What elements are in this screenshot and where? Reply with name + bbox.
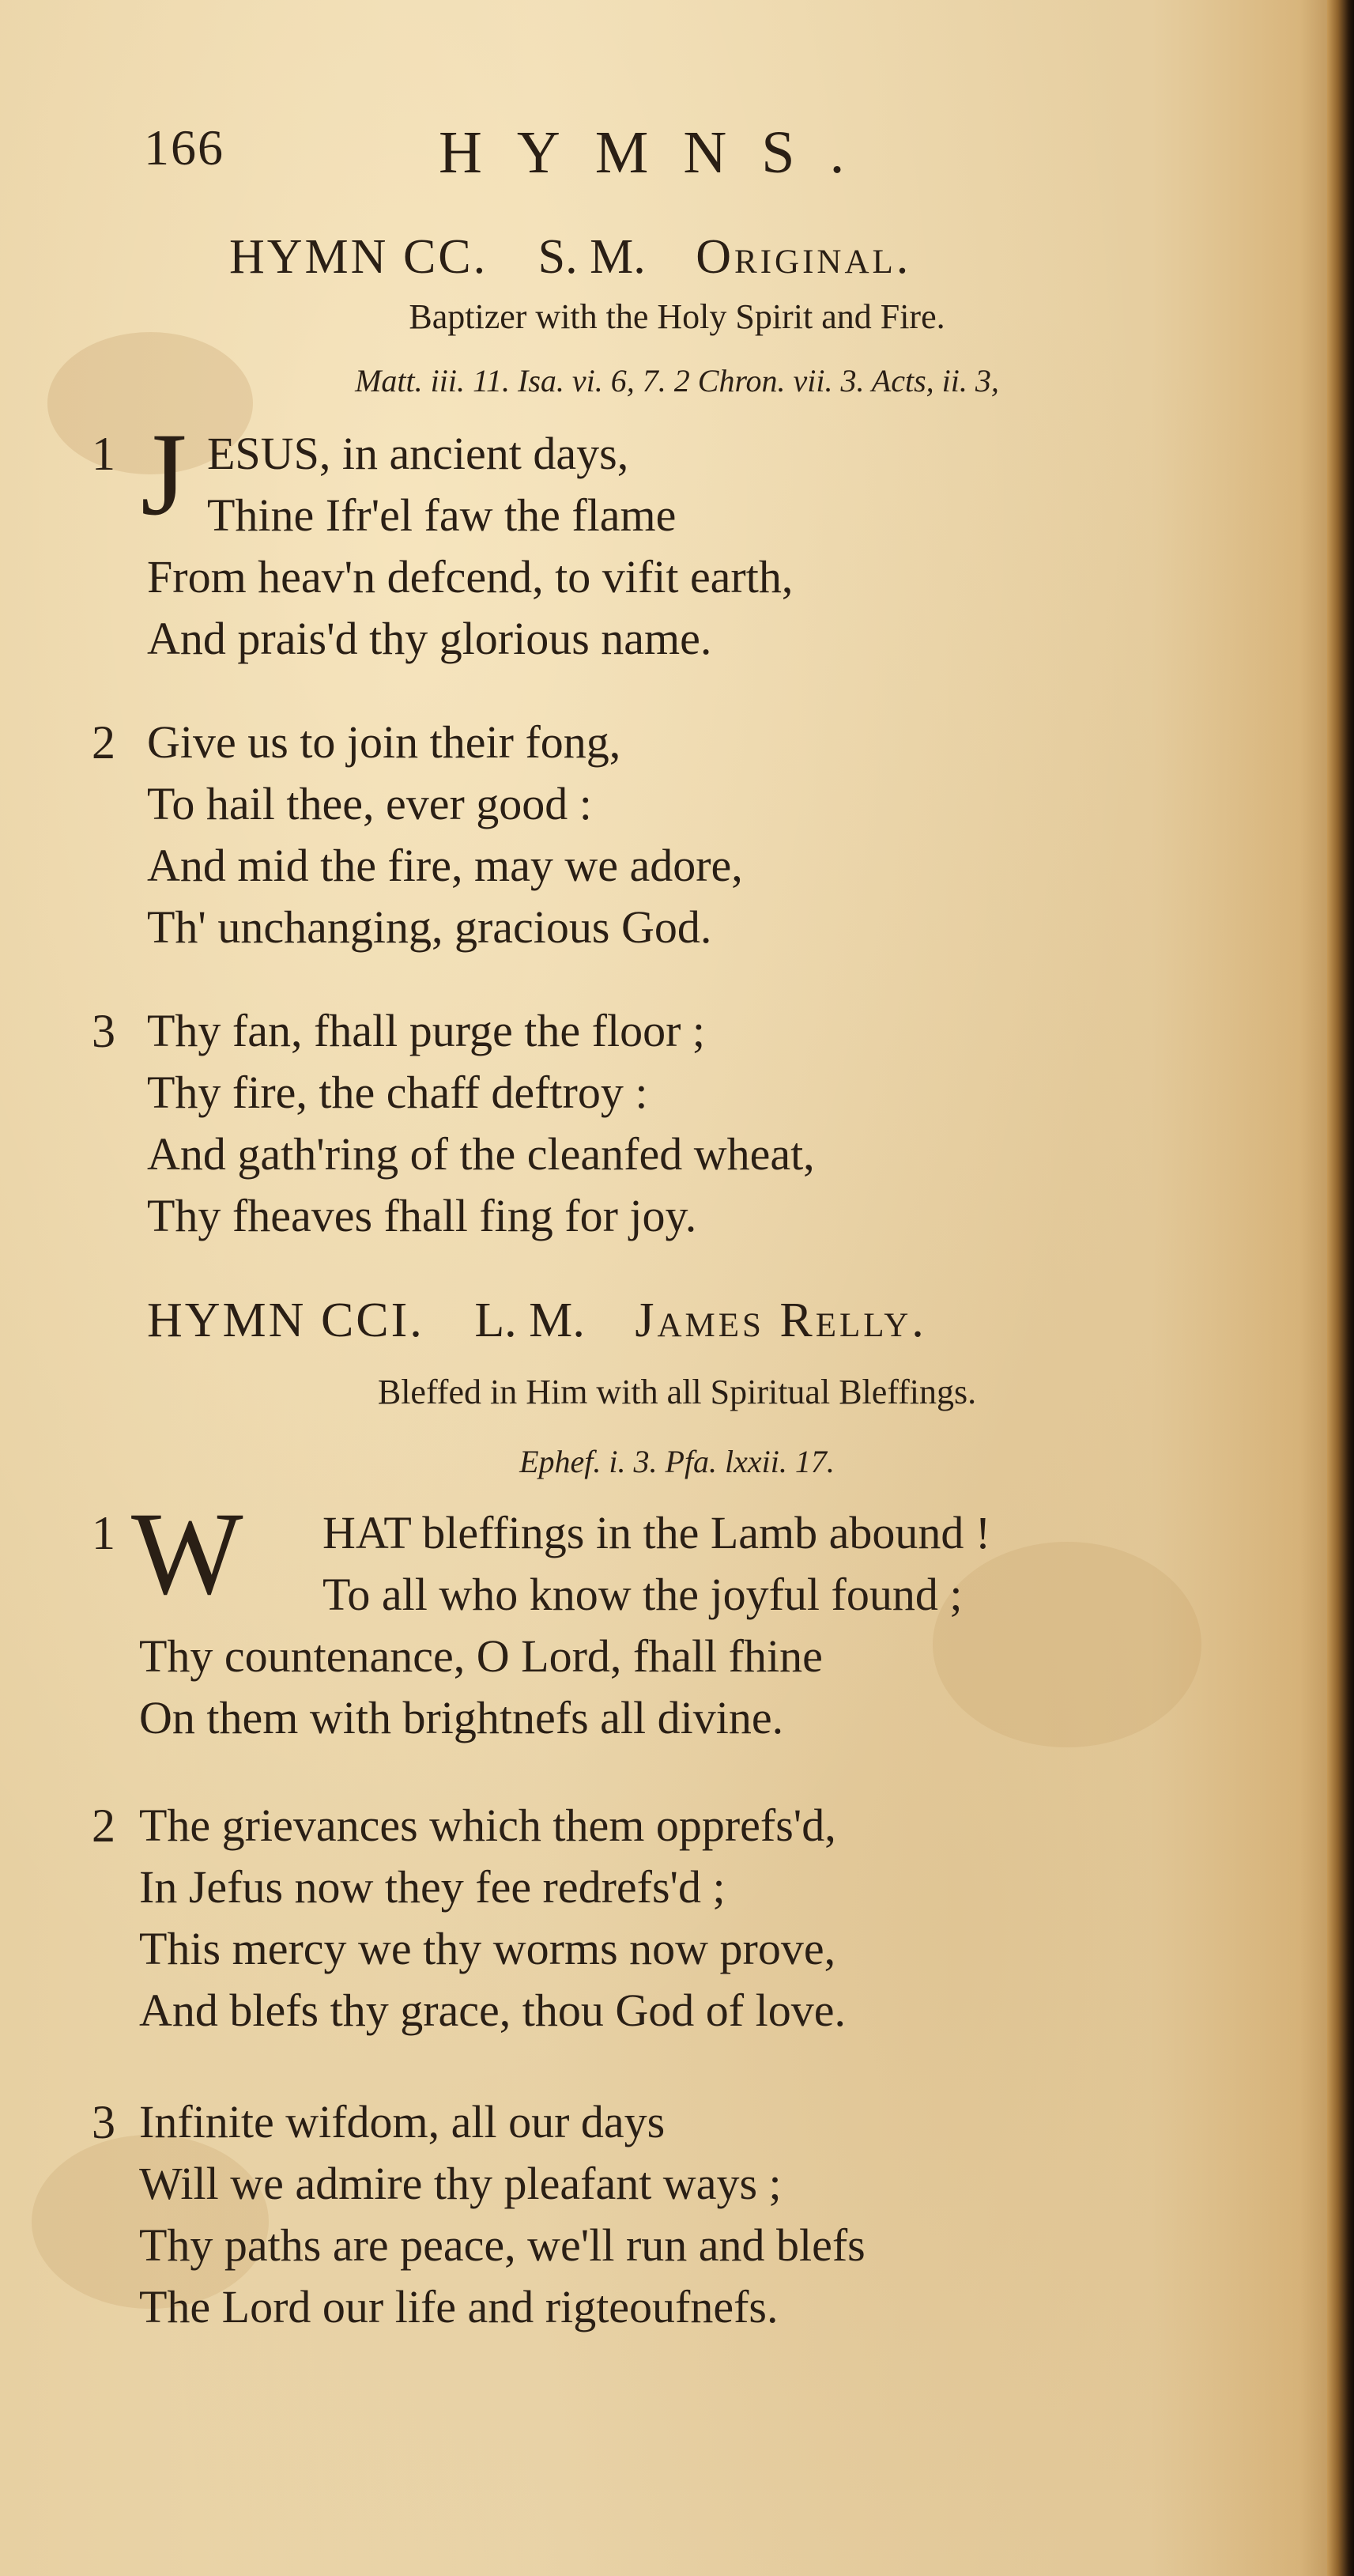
hymn-meter: L. M.: [474, 1294, 585, 1347]
verse-line: In Jefus now they fee redrefs'd ;: [139, 1861, 726, 1913]
verse-line: Thy fire, the chaff deftroy :: [147, 1067, 648, 1118]
verse-line: Thine Ifr'el faw the flame: [207, 489, 677, 541]
verse-line: ESUS, in ancient days,: [207, 428, 629, 479]
verse-line: Thy countenance, O Lord, fhall fhine: [139, 1630, 823, 1682]
verse-line: From heav'n defcend, to vifit earth,: [147, 551, 794, 602]
verse-line: And gath'ring of the cleanfed wheat,: [147, 1128, 815, 1180]
drop-cap: J: [141, 409, 187, 540]
scripture-references: Matt. iii. 11. Isa. vi. 6, 7. 2 Chron. vii. 3. Acts, ii. 3,: [355, 363, 999, 398]
paper-stain: [933, 1542, 1201, 1747]
hymn-meter: S. M.: [537, 230, 646, 284]
stanza-number: 2: [92, 1800, 115, 1852]
verse-line: And prais'd thy glorious name.: [147, 613, 712, 664]
verse-line: Give us to join their fong,: [147, 716, 621, 768]
stanza-number: 1: [92, 428, 115, 480]
hymn-number: HYMN CCI.: [147, 1294, 424, 1347]
verse-line: To all who know the joyful found ;: [322, 1569, 963, 1620]
running-title: HYMNS.: [439, 119, 880, 186]
verse-line: Thy paths are peace, we'll run and blefs: [139, 2219, 866, 2271]
hymn-source: James Relly.: [635, 1294, 927, 1347]
verse-line: To hail thee, ever good :: [147, 778, 592, 829]
hymn-subtitle: Baptizer with the Holy Spirit and Fire.: [409, 297, 945, 336]
verse-line: And mid the fire, may we adore,: [147, 840, 743, 891]
verse-line: This mercy we thy worms now prove,: [139, 1923, 836, 1974]
verse-line: On them with brightnefs all divine.: [139, 1692, 784, 1743]
stanza-number: 3: [92, 1005, 115, 1057]
verse-line: The Lord our life and rigteoufnefs.: [139, 2281, 779, 2332]
page-number: 166: [144, 119, 224, 176]
hymn-heading: [229, 229, 911, 285]
verse-line: And blefs thy grace, thou God of love.: [139, 1985, 846, 2036]
stanza-number: 1: [92, 1507, 115, 1559]
verse-line: Thy fan, fhall purge the floor ;: [147, 1005, 705, 1056]
drop-cap: W: [131, 1488, 243, 1619]
hymn-source: Original.: [696, 230, 912, 284]
page-header: [0, 119, 1354, 186]
verse-line: HAT bleffings in the Lamb abound !: [322, 1507, 991, 1558]
verse-line: The grievances which them opprefs'd,: [139, 1800, 836, 1851]
hymn-number: HYMN CC.: [229, 230, 488, 284]
stanza-number: 3: [92, 2096, 115, 2148]
scripture-references: Ephef. i. 3. Pfa. lxxii. 17.: [519, 1444, 835, 1479]
hymn-heading: [147, 1293, 927, 1349]
hymn-subtitle: Bleffed in Him with all Spiritual Bleffings.: [377, 1373, 977, 1411]
verse-line: Thy fheaves fhall fing for joy.: [147, 1190, 697, 1241]
verse-line: Th' unchanging, gracious God.: [147, 901, 712, 953]
verse-line: Infinite wifdom, all our days: [139, 2096, 666, 2147]
stanza-number: 2: [92, 716, 115, 769]
verse-line: Will we admire thy pleafant ways ;: [139, 2158, 782, 2209]
